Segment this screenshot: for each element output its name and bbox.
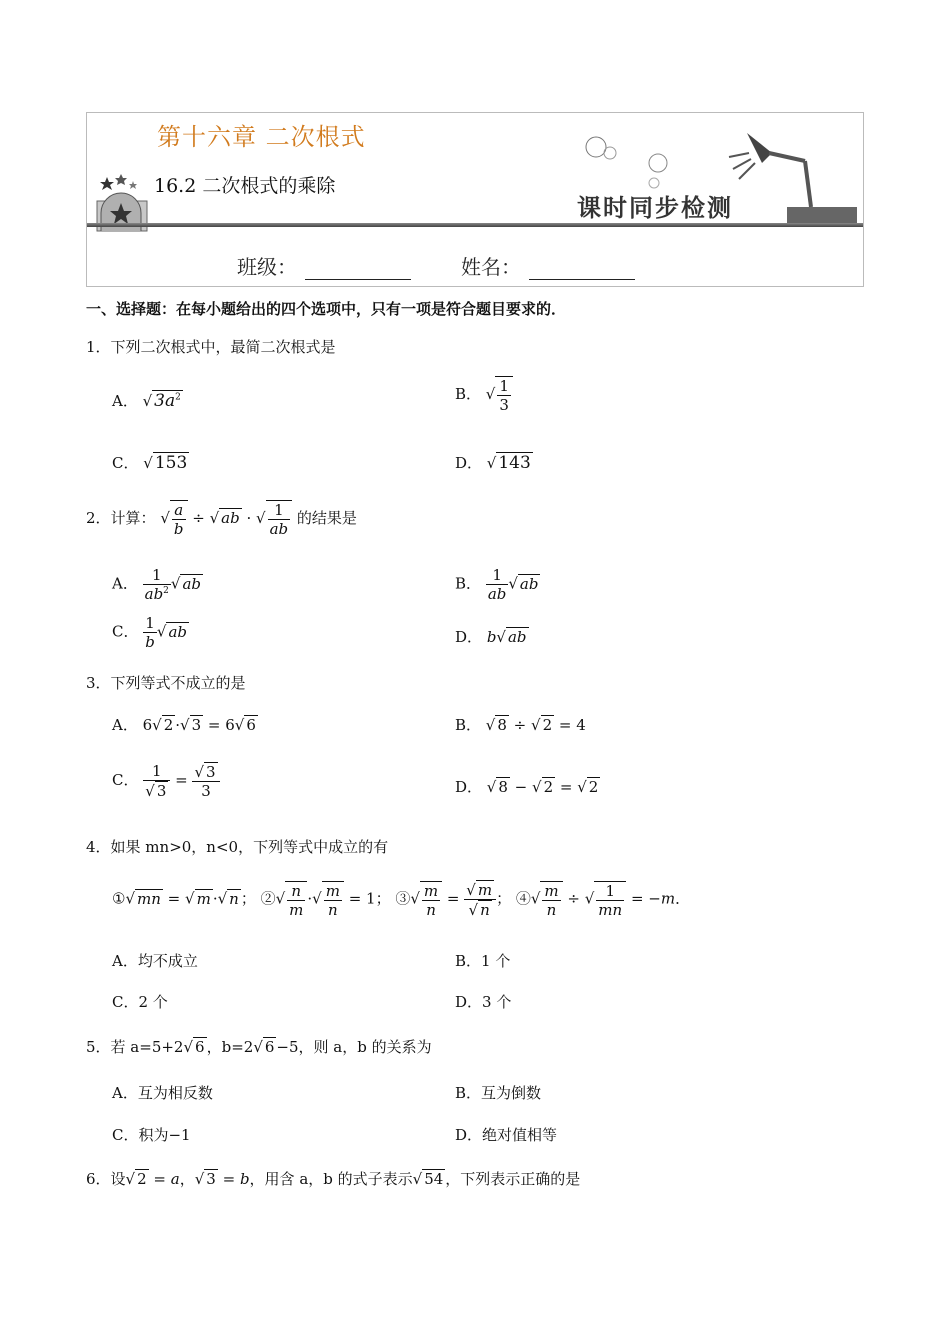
q5-option-c[interactable]: C．积为−1: [112, 1126, 191, 1144]
q1-option-b[interactable]: B． √ $\frac{1}{3}$: [455, 376, 513, 414]
q4-option-b[interactable]: B．1 个: [455, 952, 511, 970]
worksheet-header: [86, 112, 864, 287]
question-5-stem: 5．若 a=5+2√ 6 ，b=2√ 6 −5，则 a，b 的关系为: [86, 1038, 432, 1056]
q4-statements: ①√ mn = √ m ·√ n ； ②√ $\frac{n}{m}$ ·√ $\frac{m}{n}$ = 1； ③√ $\frac{m}{n}$ = $\frac{√ m}{√ n}$ ； ④√ $\frac{m}{n}$ ÷ √ $\frac{1}{mn}$ = −m．: [112, 881, 691, 919]
q3-option-d[interactable]: D． √ 8 − √ 2 = √ 2: [455, 778, 599, 796]
q2-option-a[interactable]: A． $\frac{1}{ab^2}$ √ ab: [112, 566, 202, 603]
q4-option-d[interactable]: D．3 个: [455, 993, 512, 1011]
stamp-label: 课时同步检测: [577, 193, 733, 222]
question-3-stem: 3．下列等式不成立的是: [86, 674, 246, 692]
q5-option-a[interactable]: A．互为相反数: [112, 1084, 213, 1102]
class-field[interactable]: [305, 259, 411, 280]
chapter-title: 第十六章 二次根式: [157, 123, 366, 151]
question-6-stem: 6．设√ 2 = a，√ 3 = b，用含 a，b 的式子表示√ 54 ，下列表示正确的是: [86, 1170, 581, 1188]
q5-option-b[interactable]: B．互为倒数: [455, 1084, 542, 1102]
class-label: 班级：: [237, 255, 297, 279]
q1-option-a[interactable]: A． √ $3a^2$: [112, 391, 181, 411]
question-2-stem: 2．计算： √ $\frac{a}{b}$ ÷ √ ab · √ $\frac{1}{ab}$ 的结果是: [86, 501, 357, 538]
header-bar: [87, 223, 863, 227]
question-4-stem: 4．如果 mn>0，n<0，下列等式中成立的有: [86, 838, 389, 856]
section-title: 16.2 二次根式的乘除: [154, 175, 336, 197]
bubbles-icon: [582, 135, 672, 195]
name-label: 姓名：: [461, 255, 521, 279]
name-field[interactable]: [529, 259, 635, 280]
q3-option-b[interactable]: B． √ 8 ÷ √ 2 = 4: [455, 716, 586, 734]
q5-option-d[interactable]: D．绝对值相等: [455, 1126, 558, 1144]
q4-option-a[interactable]: A．均不成立: [112, 952, 198, 970]
class-name-row: [237, 251, 685, 280]
q2-option-c[interactable]: C． $\frac{1}{b}$ √ ab: [112, 614, 187, 651]
q1-option-c[interactable]: C． √ 153: [112, 453, 188, 473]
q2-option-d[interactable]: D． b√ ab: [455, 628, 527, 646]
q3-option-c[interactable]: C． $\frac{1}{√ 3}$ = $\frac{√ 3}{3}$: [112, 762, 220, 800]
section-instruction: 一、选择题：在每小题给出的四个选项中，只有一项是符合题目要求的．: [86, 300, 567, 318]
q2-option-b[interactable]: B． $\frac{1}{ab}$ √ ab: [455, 566, 539, 603]
desk-lamp-icon: [727, 123, 857, 223]
q1-option-d[interactable]: D． √ 143: [455, 453, 531, 473]
q3-option-a[interactable]: A． 6√ 2 ·√ 3 = 6√ 6: [112, 716, 256, 734]
question-1-stem: 1．下列二次根式中，最简二次根式是: [86, 338, 336, 356]
q4-option-c[interactable]: C．2 个: [112, 993, 168, 1011]
